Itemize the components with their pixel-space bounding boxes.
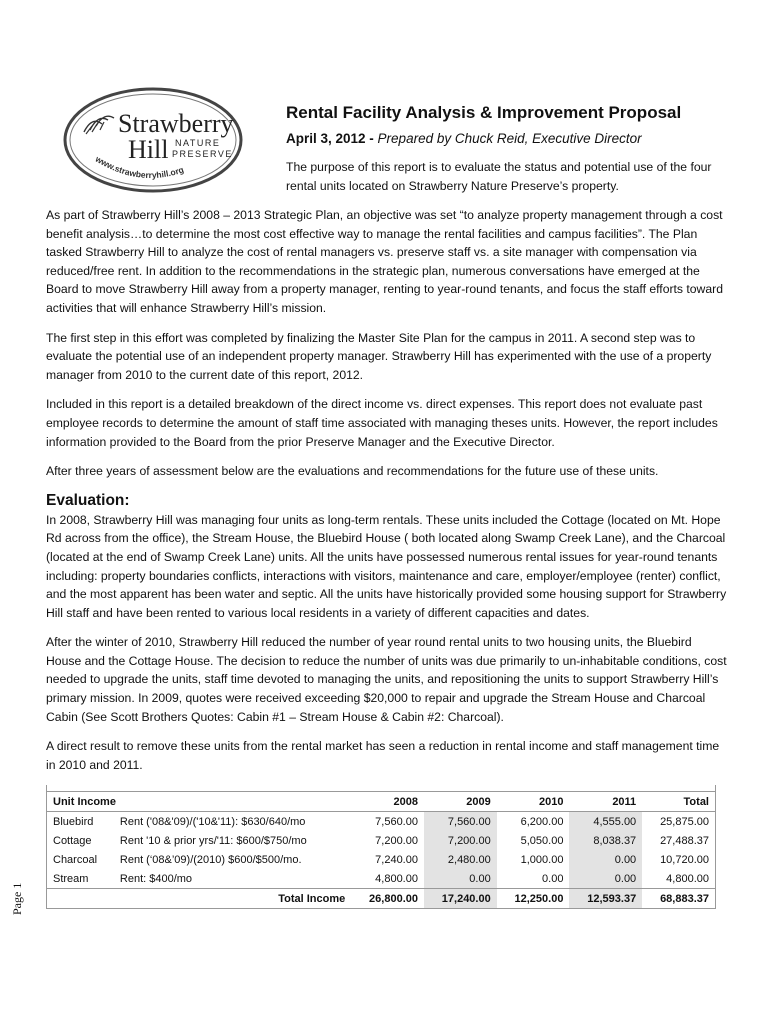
value-2010: 1,000.00 (520, 853, 564, 866)
unit-description: Rent '10 & prior yrs/'11: $600/$750/mo (119, 834, 307, 847)
paragraph-included: Included in this report is a detailed breakdown of the direct income vs. direct expenses. This report does not evaluate past employee records to determine the amount of staff time associated with managing theses units. However, the report includes information provided to the Board from the prior Preserve Manager and the Executive Director. (46, 397, 718, 449)
svg-text:NATURE: NATURE (175, 138, 221, 148)
header-2011: 2011 (612, 795, 637, 808)
value-2009: 7,200.00 (424, 831, 497, 850)
unit-name: Cottage (53, 834, 92, 847)
value-2011: 8,038.37 (569, 831, 642, 850)
value-2008: 7,240.00 (375, 853, 418, 866)
strawberry-hill-logo (62, 86, 244, 194)
value-2009: 2,480.00 (424, 850, 497, 869)
value-total: 25,875.00 (660, 815, 709, 828)
value-2010: 5,050.00 (520, 834, 564, 847)
value-2008: 7,560.00 (375, 815, 418, 828)
header-unit-income: Unit Income (53, 795, 116, 808)
svg-text:Hill: Hill (128, 135, 169, 164)
evaluation-heading: Evaluation: (46, 491, 130, 509)
header-total: Total (683, 795, 709, 808)
table-row (47, 850, 715, 869)
total-2010: 12,250.00 (497, 889, 570, 909)
value-total: 4,800.00 (666, 872, 709, 885)
subtitle-separator: - (365, 131, 378, 146)
svg-text:Strawberry: Strawberry (118, 109, 234, 138)
value-2011: 0.00 (569, 869, 642, 889)
header-2009: 2009 (466, 795, 491, 808)
unit-name: Charcoal (53, 853, 98, 866)
value-total: 27,488.37 (660, 834, 709, 847)
total-income-label: Total Income (114, 889, 351, 909)
unit-name: Bluebird (53, 815, 94, 828)
total-2011: 12,593.37 (569, 889, 642, 909)
table-row (47, 831, 715, 850)
total-2008: 26,800.00 (351, 889, 424, 909)
paragraph-first-step: The first step in this effort was completed by finalizing the Master Site Plan for the campus in 2011. A second step was to evaluate the potential use of an independent property manager. Strawberry Hill has experimented with the use of a property manager from 2010 to the current date of this report, 2012. (46, 330, 712, 382)
table-header-row (47, 792, 715, 812)
value-2010: 6,200.00 (520, 815, 564, 828)
unit-description: Rent ('08&'09)/('10&'11): $630/640/mo (119, 815, 306, 828)
prepared-by: Prepared by Chuck Reid, Executive Director (377, 131, 642, 146)
purpose-statement: The purpose of this report is to evaluate the status and potential use of the four rental units located on Strawberry Nature Preserve’s property. (286, 160, 712, 193)
value-2011: 0.00 (569, 850, 642, 869)
paragraph-winter-2010: After the winter of 2010, Strawberry Hill reduced the number of year round rental units to two housing units, the Bluebird House and the Cottage House. The decision to reduce the number of units was due primarily to un-inhabitable conditions, cost needed to upgrade the units, staff time devoted to managing the units, and repositioning the units to support Strawberry Hill’s primary mission. In 2009, quotes were received exceeding $20,000 to repair and upgrade the Stream House and Charcoal Cabin (See Scott Brothers Quotes: Cabin #1 – Stream House & Cabin #2: Charcoal). (46, 635, 727, 724)
paragraph-assessment: After three years of assessment below are the evaluations and recommendations for the future use of these units. (46, 464, 659, 479)
unit-description: Rent (‘08&’09)/(2010) $600/$500/mo. (119, 853, 302, 866)
svg-text:PRESERVE: PRESERVE (172, 149, 233, 159)
paragraph-direct-result: A direct result to remove these units from the rental market has seen a reduction in rental income and staff management time in 2010 and 2011. (46, 739, 720, 772)
value-2008: 4,800.00 (375, 872, 418, 885)
paragraph-2008-units: In 2008, Strawberry Hill was managing four units as long-term rentals. These units included the Cottage (located on Mt. Hope Rd across from the office), the Stream House, the Bluebird House ( both located along Swamp Creek Lane), and the Charcoal (located at the end of Swamp Creek Lane) units. All the units have possessed numerous rental issues for year-round tenants including: property boundaries conflicts, interactions with visitors, maintenance and care, employer/employee (renter) conflict, and the most apparent has been water and septic. All the units have historically provided some housing support for Strawberry Hill staff and have been rented to various local residents in a variety of different capacities and dates. (46, 512, 727, 620)
unit-income-table (47, 791, 715, 909)
svg-text:www.strawberryhill.org: www.strawberryhill.org (93, 153, 185, 181)
page-number: Page 1 (10, 882, 24, 915)
table-row (47, 812, 715, 832)
unit-name: Stream (53, 872, 89, 885)
value-2009: 7,560.00 (424, 812, 497, 832)
value-2009: 0.00 (424, 869, 497, 889)
total-2009: 17,240.00 (424, 889, 497, 909)
income-table-frame (46, 785, 716, 909)
total-grand: 68,883.37 (642, 889, 715, 909)
report-date: April 3, 2012 (286, 131, 366, 146)
value-total: 10,720.00 (660, 853, 709, 866)
value-2011: 4,555.00 (569, 812, 642, 832)
logo-oval-icon (62, 86, 244, 194)
table-row (47, 869, 715, 889)
paragraph-strategic-plan: As part of Strawberry Hill’s 2008 – 2013 Strategic Plan, an objective was set “to analyze property management through a cost benefit analysis…to determine the most cost effective way to manage the rental facilities and campus facilities”. The Plan tasked Strawberry Hill to analyze the cost of rental managers vs. preserve staff vs. a site manager with compensation via reduced/free rent. In addition to the recommendations in the strategic plan, numerous conversations have emerged at the Board to move Strawberry Hill away from a property manager, renting to year-round tenants, and focus the staff efforts toward activities that will enhance Strawberry Hill’s mission. (46, 208, 723, 315)
header-2008: 2008 (393, 795, 418, 808)
unit-description: Rent: $400/mo (119, 872, 193, 885)
report-body (46, 206, 730, 914)
report-subtitle (286, 131, 642, 146)
page-title: Rental Facility Analysis & Improvement Proposal (286, 103, 682, 122)
value-2010: 0.00 (542, 872, 564, 885)
total-income-row (47, 889, 715, 909)
value-2008: 7,200.00 (375, 834, 418, 847)
header-2010: 2010 (538, 795, 564, 808)
